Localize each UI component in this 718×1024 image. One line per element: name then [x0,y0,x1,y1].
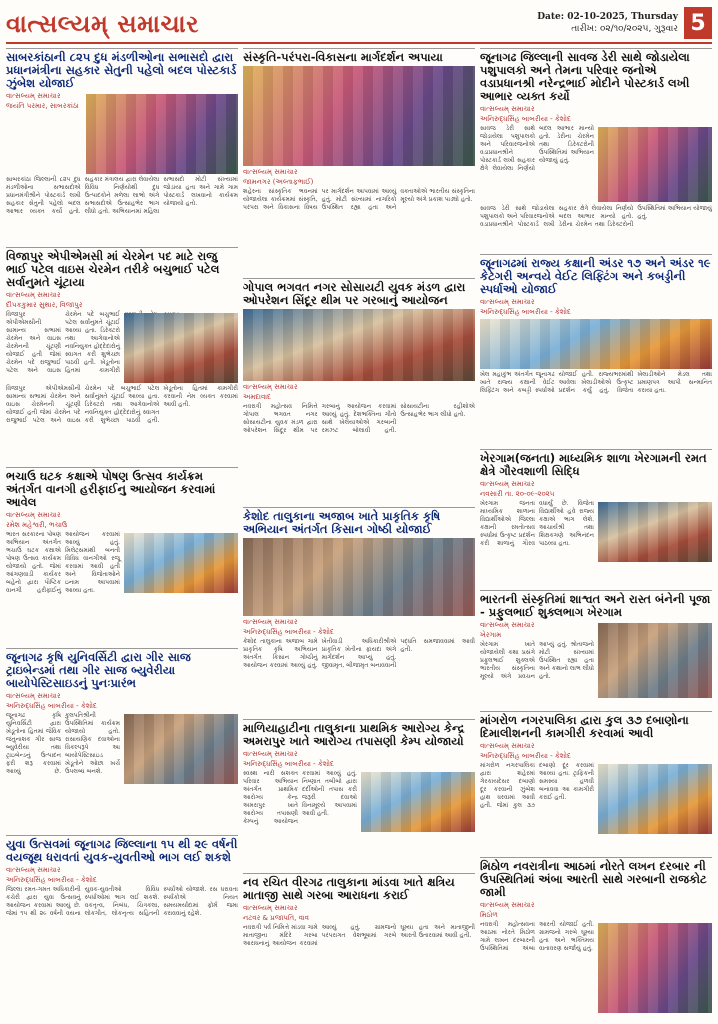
article-body: નવરાત્રી મહોત્સવ નિમિત્તે ગોપાલ ભગવત નગર સોસાયટીના યુવક મંડળ દ્વારા ઓપરેશન સિંદૂર થીમ પર ગરબાનું આયોજન કરવામાં આવ્યું હતું. દેશભક્તિના ગીતો સાથે ખેલૈયાઓએ ગરબાની રમઝટ બોલાવી હતી. સોસાયટીના રહીશોએ ઉત્સાહભેર ભાગ લીધો હતો. [243,402,475,434]
byline: વાત્સલ્યમ્ સમાચાર [480,105,535,113]
byline: વાત્સલ્યમ્ સમાચાર [480,901,535,910]
article-body: નવરાત્રી મહોત્સવના આઠમા નોરતે મિઠોળ ગામે લખન દરબારની ઉપસ્થિતિમાં અંબા આરતી યોજાઈ હતી. ગ્રામજનો ગરબે ઘૂમ્યા હતા અને ભક્તિમય વાતાવરણ સર્જાયું હતું. [480,921,594,953]
article-body: સાબરકાંઠા જિલ્લાની ૮૨૫ દુધ મંડળીઓના સભાસદોએ પ્રધાનમંત્રીશ્રીને પોસ્ટકાર્ડ લખી સહકાર સેતુની પહેલો બદલ આભાર વ્યક્ત કર્યો હતો. સહકાર મંત્રાલય દ્વારા લેવાયેલા વિવિધ નિર્ણયોથી દુધ ઉત્પાદકોને મળેલા લાભો અંગે સભાસદોએ ઉત્સાહભેર ભાગ લીધો હતો. અભિયાનમાં મહિલા સભાસદો મોટી સંખ્યામાં જોડાયા હતા અને ગામે ગામ પોસ્ટકાર્ડ લખવાનો કાર્યક્રમ યોજાયો હતો. [6,176,238,215]
article-photo [598,923,712,1013]
headline: જૂનાગઢ કૃષિ યુનિવર્સિટી દ્વારા ગીર સાજ ટ્રાઇબેન્ડમાં તથા ગીર સાજ બ્યુવેરીયા બાયોપેસ્ટિસાઇડનું પુનઃપ્રારંભ [6,650,191,691]
article-keshod-kisan-goshthi [243,507,475,715]
article-photo [124,313,238,383]
place-line: મિઠોળ [480,911,498,920]
place-line: અનિરુદ્ધસિંહ બાબરીયા - કેશોદ [243,760,334,769]
article-media [243,770,475,865]
headline: નવ રચિત વીરગઢ તાલુકાના માંડવા ખાતે ક્ષત્રિય માતાજી સાથે ગરબા આરાધના કરાઈ [243,874,455,902]
article-sanskriti [243,48,475,274]
place-line: ખેરગામ [480,631,502,640]
column-right [480,48,712,1024]
byline: વાત્સલ્યમ્ સમાચાર [6,866,61,875]
article-body: સ્વસ્થ નારી સશક્ત પરિવાર અભિયાન અંતર્ગત પ્રાથમિક આરોગ્ય કેન્દ્ર અમરાપુર ખાતે આરોગ્ય તપાસણી કેમ્પનું આયોજન કરવામાં આવ્યું હતું. નિષ્ણાત તબીબો દ્વારા દર્દીઓની તપાસ કરી જરૂરી દવાઓ વિનામૂલ્યે આપવામાં આવી હતી. [243,770,357,826]
article-operation-sindoor-garba [243,278,475,504]
article-photo [598,127,712,202]
article-photo [480,319,712,369]
article-yuva-utsav [6,835,238,1024]
page-number: 5 [684,7,712,39]
byline: વાત્સલ્યમ્ સમાચાર [480,480,535,489]
article-dairy-postcard [6,48,238,243]
newspaper-logo: વાત્સલ્યમ્ સમાચાર [6,8,199,38]
article-photo [598,764,712,834]
date-gujarati: તારીખ: ૦૨/૧૦/૨૦૨૫, ગુરૂવાર [571,24,678,34]
article-bhachau-poshan [6,467,238,644]
article-body: ખેરગામ જનતા માધ્યમિક શાળાના વિદ્યાર્થીઓએ જિલ્લા કક્ષાની રમતોત્સવ સ્પર્ધામાં ઉત્કૃષ્ટ પ્રદર્શન કરી શાળાનું ગૌરવ વધાર્યું છે. વિજેતા વિદ્યાર્થીઓ હવે રાજ્ય કક્ષાએ ભાગ લેશે. આચાર્યશ્રી તથા શિક્ષકગણે અભિનંદન પાઠવ્યા હતા. [480,500,594,548]
article-photo [598,623,712,698]
article-photo [243,309,475,381]
byline: વાત્સલ્યમ્ સમાચાર [6,511,61,520]
place-line: અનિરુદ્ધસિંહ બાબરીયા - કેશોદ [480,115,571,123]
article-body: જિલ્લા રમત-ગમત અધિકારીની કચેરી દ્વારા યુવા ઉત્સવનું આયોજન કરવામાં આવ્યું છે. જેમાં ૧૫ થી ૨૯ વર્ષની વયના યુવક-યુવતીઓ વિવિધ સ્પર્ધાઓમાં ભાગ લઈ શકશે. વકતૃત્વ, નિબંધ, ચિત્રકલા, લોકગીત, લોકનૃત્ય સહિતની સ્પર્ધાઓ યોજાશે. રસ ધરાવતા સ્પર્ધકોએ નિયત સમયમર્યાદામાં ફોર્મ જમા કરાવવાનું રહેશે. [6,886,238,918]
article-body: કેશોદ તાલુકાના અજાબ ગામે પ્રાકૃતિક કૃષિ અભિયાન અંતર્ગત કિસાન ગોષ્ઠીનું આયોજન કરવામાં આવ્યું હતું. ખેતીવાડી અધિકારીશ્રીએ પ્રાકૃતિક ખેતીના ફાયદા અંગે માર્ગદર્શન આપ્યું હતું. જીવામૃત, બીજામૃત બનાવવાની પદ્ધતિ સમજાવવામાં આવી હતી. [243,638,475,670]
place-line: અનિરુદ્ધસિંહ બાબરીયા - કેશોદ [480,752,571,761]
headline: યુવા ઉત્સવમાં જૂનાગઢ જિલ્લાના ૧૫ થી ૨૯ વર્ષની વયજૂથ ધરાવતાં યુવક-યુવતીઓ ભાગ લઈ શકશે [6,837,238,865]
article-sanskriti-pravachan [480,590,712,707]
article-junagadh-agri-university [6,648,238,831]
article-photo [86,94,238,174]
byline: વાત્સલ્યમ્ સમાચાર [480,742,535,751]
column-left [6,48,238,1024]
article-body: જૂનાગઢ કૃષિ યુનિવર્સિટી દ્વારા ખેડૂતોના હિતમાં જૈવિક જંતુનાશક ગીર સાજ બ્યુવેરીયા તથા ટ્રાઇબેન્ડનું ઉત્પાદન ફરી શરૂ કરવામાં આવ્યું છે. કુલપતિશ્રીની ઉપસ્થિતિમાં કાર્યક્રમ યોજાયો હતો. રાસાયણિક દવાઓના વિકલ્પરૂપે આ બાયોપેસ્ટિસાઇડ ખેડૂતોને ઓછા ખર્ચે ઉપલબ્ધ બનશે. [6,712,120,776]
column-middle [243,48,475,1024]
place-line: જામનગર (અલ્તાફભાઈ) [243,178,314,186]
article-photo [124,533,238,593]
article-media [480,125,712,205]
article-photo [598,502,712,562]
byline: વાત્સલ્યમ્ સમાચાર [243,903,298,912]
article-khergam-school [480,449,712,586]
byline: વાત્સલ્યમ્ સમાચાર [243,168,298,176]
headline: સાબરકાંઠાની ૮૨૫ દુધ મંડળીઓના સભાસદો દ્વારા પ્રધાનમંત્રીના સહકાર સેતુની પહેલો બદલ પોસ્ટકાર્ડ ઝુંબેશ યોજાઈ [6,50,237,90]
article-top [6,92,238,176]
article-media [480,621,712,700]
article-body: માંગરોળ નગરપાલિકા દ્વારા શહેરમાં ગેરકાયદેસર દબાણો દૂર કરવાની ઝુંબેશ હાથ ધરવામાં આવી હતી. જેમાં કુલ ૩૭ દબાણો દૂર કરવામાં આવ્યા હતા. ટ્રાફિકની સમસ્યા હળવી બનાવવા આ કામગીરી કરાઈ હતી. [480,762,594,810]
byline: વાત્સલ્યમ્ સમાચાર [243,750,298,759]
article-body: ખેરગામ ખાતે યોજાયેલી કથા પ્રસંગે પ્રફુલભાઈ શુક્લએ ભારતીય સંસ્કૃતિના મૂલ્યો અંગે પ્રવચન આપ્યું હતું. શ્રોતાજનો મોટી સંખ્યામાં ઉપસ્થિત રહ્યા હતા અને કથાનો લાભ લીધો હતો. [480,641,594,681]
place-line: અનિરુદ્ધસિંહ બાબરીયા - કેશોદ [6,876,97,885]
place-line: દીપકકુમાર સુથાર, વિજાપુર [6,301,83,309]
headline: જૂનાગઢમાં રાજ્ય કક્ષાની અંડર ૧૭ અને અંડર ૧૯ કેટેગરી અન્વયે વેઈટ લિફ્ટિંગ અને કબડ્ડીની સ્પર્ધાઓ યોજાઈ [480,256,711,296]
byline: વાત્સલ્યમ્ સમાચાર [243,618,298,627]
article-weightlifting-kabaddi [480,254,712,445]
headline: ખેરગામ(જનતા) માધ્યમિક શાળા ખેરગામની રમત ક્ષેત્રે ગૌરવશાળી સિદ્ધિ [480,451,707,479]
article-photo [124,714,238,784]
byline: વાત્સલ્યમ્ સમાચાર [243,382,298,391]
masthead-right [537,7,712,39]
headline: સંસ્કૃતિ-પરંપરા-વિકાસના માર્ગદર્શન અપાયા [243,50,443,64]
article-body: ખેલ મહાકુંભ અંતર્ગત જૂનાગઢ ખાતે રાજ્ય કક્ષાની વેઈટ લિફ્ટિંગ અને કબડ્ડી સ્પર્ધાઓ યોજાઈ હતી. રાજ્યભરમાંથી આવેલા ખેલાડીઓએ ઉત્કૃષ્ટ પ્રદર્શન કર્યું હતું. વિજેતા ખેલાડીઓને મેડલ તથા પ્રમાણપત્ર આપી સન્માનિત કરાયા હતા. [480,371,712,394]
headline: ભારતની સંસ્કૃતિમાં શાશ્વત અને રાસ્ત બંનેની પૂજા - પ્રફુલભાઈ શુક્લભાગ ખેરગામ [480,592,711,620]
article-body-continued: વિજાપુર એપીએમસીની સામાન્ય સભામાં ચેરમેન અને વાઇસ ચેરમેનની ચૂંટણી યોજાઈ હતી જેમાં ચેરમેન પદે રાજુભાઈ પટેલ અને વાઇસ ચેરમેન પદે બચુભાઈ પટેલ સર્વાનુમતે ચૂંટાઈ આવ્યા હતા. ડિરેક્ટરો તથા આગેવાનોએ નવનિયુક્ત હોદ્દેદારોનું સ્વાગત કરી શુભેચ્છા પાઠવી હતી. ખેડૂતોના હિતમાં કામગીરી કરવાની નેમ વ્યક્ત કરવામાં આવી હતી. [6,385,238,424]
article-media [6,712,238,832]
byline: વાત્સલ્યમ્ સમાચાર [6,92,61,100]
headline: કેશોદ તાલુકાના અજાબ ખાતે પ્રાકૃતિક કૃષિ અભિયાન અંતર્ગત કિસાન ગોષ્ઠી યોજાઈ [243,509,441,537]
byline: વાત્સલ્યમ્ સમાચાર [6,692,61,701]
article-media [480,500,712,580]
article-body: શહેરના સાંસ્કૃતિક ભવનમાં યોજાયેલા કાર્યક્રમમાં સંસ્કૃતિ, પરંપરા અને વિકાસના વિષય પર માર્ગદર્શન આપવામાં આવ્યું હતું. મોટી સંખ્યામાં નાગરિકો ઉપસ્થિત રહ્યા હતા અને વક્તાઓએ ભારતીય સંસ્કૃતિના મૂલ્યો અંગે પ્રકાશ પાડ્યો હતો. [243,188,475,211]
byline: વાત્સલ્યમ્ સમાચાર [480,298,535,306]
article-media [6,531,238,641]
article-amrapur-health-camp [243,719,475,868]
date-block [537,11,678,35]
columns [6,48,712,1024]
article-photo [361,772,475,832]
article-body-continued: સાવજ ડેરી સાથે જોડાયેલા પશુપાલકો અને પરિવારજનોએ વડાપ્રધાનશ્રીને પોસ્ટકાર્ડ લખી સહકાર ક્ષેત્રે લેવાયેલા નિર્ણયો બદલ આભાર માન્યો હતો. ડેરીના ચેરમેન તથા ડિરેક્ટરોની ઉપસ્થિતિમાં અભિયાન યોજાયું હતું. [480,205,712,228]
article-media [480,921,712,1015]
article-body: સાવજ ડેરી સાથે જોડાયેલા પશુપાલકો અને પરિવારજનોએ વડાપ્રધાનશ્રીને પોસ્ટકાર્ડ લખી સહકાર ક્ષેત્રે લેવાયેલા નિર્ણયો બદલ આભાર માન્યો હતો. ડેરીના ચેરમેન તથા ડિરેક્ટરોની ઉપસ્થિતિમાં અભિયાન યોજાયું હતું. [480,125,594,172]
headline: વિજાપુર એપીએમસી માં ચેરમેન પદ માટે રાજુ ભાઈ પટેલ વાઇસ ચેરમેન તરીકે બચુભાઈ પટેલ સર્વાનુમતે ચૂંટાયા [6,249,220,289]
place-line: નવસારી તા. ૨૦-૦૯-૨૦૨૫ [480,490,555,499]
headline: માંગરોળ નગરપાલિકા દ્વારા કુલ ૩૭ દબાણોના દિમાલીશનની કામગીરી કરવામાં આવી [480,713,689,741]
date-english: Date: 02-10-2025, Thursday [537,12,678,22]
article-body: ભારત સરકારના પોષણ અભિયાન અંતર્ગત ભચાઉ ઘટક કક્ષાએ પોષણ ઉત્સવ કાર્યક્રમ યોજાયો હતો. જેમાં આંગણવાડી કાર્યકર બહેનો દ્વારા પૌષ્ટિક વાનગી હરીફાઈનું આયોજન કરવામાં આવ્યું હતું. મિલેટ્સમાંથી બનતી વિવિધ વાનગીઓ રજૂ કરવામાં આવી હતી અને વિજેતાઓને ઇનામ આપવામાં આવ્યા હતા. [6,531,120,595]
place-line: અનિરુદ્ધસિંહ બાબરીયા - કેશોદ [6,702,97,711]
byline: વાત્સલ્યમ્ સમાચાર [6,291,61,299]
article-mandva-garba [243,873,475,1024]
headline: ભચાઉ ઘટક કક્ષાએ પોષણ ઉત્સવ કાર્યક્રમ અંતર્ગત વાનગી હરીફાઈનુ આયોજન કરવામાં આવેલ [6,469,216,510]
article-vijapur-apmc [6,247,238,463]
article-photo [243,538,475,616]
place-line: અમદાવાદ [243,392,271,401]
headline: ગોપાલ ભગવત નગર સોસાયટી યુવક મંડળ દ્વારા ઓપરેશન સિંદૂર થીમ પર ગરબાનું આયોજન [243,279,466,307]
place-line: રમેશ મહેશ્વરી, ભચાઉ [6,521,68,530]
article-media [480,762,712,842]
article-savaj-dairy [480,48,712,250]
article-media [6,311,238,385]
masthead [6,4,712,44]
headline: જૂનાગઢ જિલ્લાની સાવજ ડેરી સાથે જોડાયેલા પશુપાલકો અને તેમના પરિવાર જનોએ વડાપ્રધાનશ્રી નરેન્દ્રભાઈ મોદીને પોસ્ટકાર્ડ લખી આભાર વ્યક્ત કર્યો [480,50,690,103]
article-photo [243,66,475,166]
article-body: વિજાપુર એપીએમસીની સામાન્ય સભામાં ચેરમેન અને વાઇસ ચેરમેનની ચૂંટણી યોજાઈ હતી જેમાં ચેરમેન પદે રાજુભાઈ પટેલ અને વાઇસ ચેરમેન પદે બચુભાઈ પટેલ સર્વાનુમતે ચૂંટાઈ આવ્યા હતા. ડિરેક્ટરો તથા આગેવાનોએ નવનિયુક્ત હોદ્દેદારોનું સ્વાગત કરી શુભેચ્છા પાઠવી હતી. ખેડૂતોના હિતમાં કામગીરી [6,311,120,374]
place-line: નટવર & પ્રજાપતિ, વાવ [243,913,310,922]
byline: વાત્સલ્યમ્ સમાચાર [480,621,535,630]
article-mithol-navratri [480,857,712,1024]
article-body: નવરાત્રી પર્વ નિમિત્તે માંડવા ગામે માતાજીના મંદિરે ગરબા આરાધનાનું આયોજન કરવામાં આવ્યું હતું. ગ્રામજનો પરંપરાગત વેશભૂષામાં ગરબે ઘૂમ્યા હતા અને માતાજીની આરતી ઉતારવામાં આવી હતી. [243,923,475,947]
article-mangrol-demolition [480,711,712,853]
place-line: જયંતિ પરમાર, સાબરકાંઠા [6,102,79,110]
headline: મિઠોળ નવરાત્રીના આઠમાં નોરતે લખન દરબાર ની ઉપસ્થિતિમાં અંબા આરતી સાથે ગરબાની રાજકોટ જામી [480,859,707,900]
place-line: અનિરુદ્ધસિંહ બાબરીયા - કેશોદ [480,308,571,316]
place-line: અનિરુદ્ધસિંહ બાબરીયા - કેશોદ [243,628,334,637]
headline: માળિયાહાટીના તાલુકાના પ્રાથમિક આરોગ્ય કેન્દ્ર અમરાપુર ખાતે આરોગ્ય તપાસણી કેમ્પ યોજાયો [243,721,465,749]
